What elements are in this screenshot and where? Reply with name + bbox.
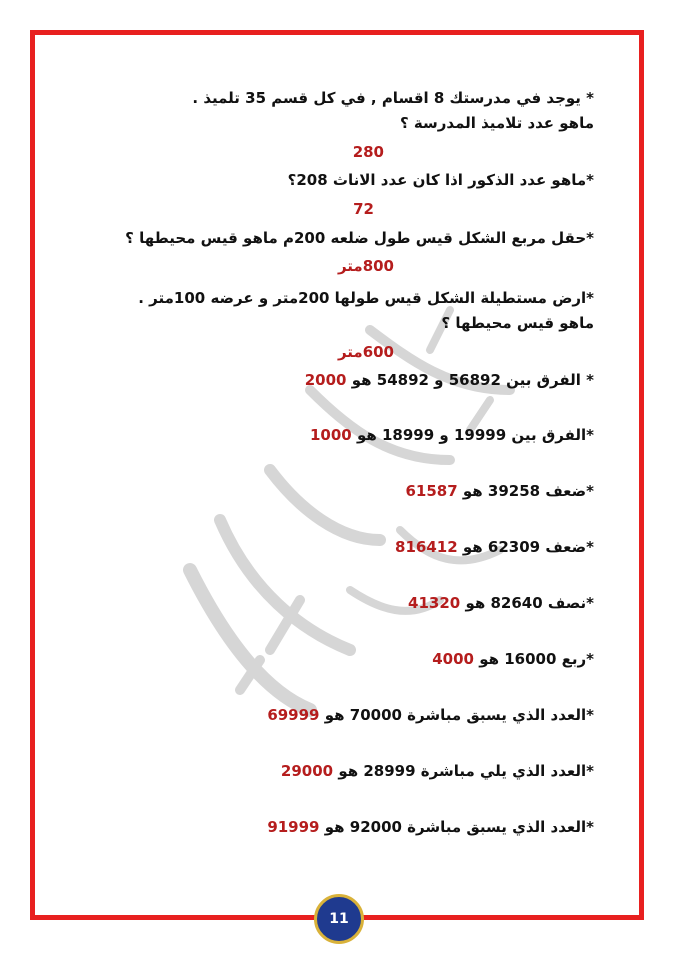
fact-line — [405, 481, 594, 501]
page-number-badge — [314, 894, 364, 944]
fact-text: *ضعف 39258 هو — [462, 482, 594, 500]
fact-line — [267, 817, 594, 837]
page-number: 11 — [329, 911, 349, 927]
question-1-line-2: ماهو عدد تلاميذ المدرسة ؟ — [400, 114, 594, 132]
fact-answer: 4000 — [432, 650, 474, 668]
fact-text: *العدد الذي يسبق مباشرة 70000 هو — [324, 706, 594, 724]
fact-answer: 61587 — [405, 482, 458, 500]
fact-text: *ربع 16000 هو — [479, 650, 594, 668]
fact-line — [281, 761, 594, 781]
fact-line — [310, 425, 594, 445]
question-3-line-1: *حقل مربع الشكل قيس طول ضلعه 200م ماهو قيس محيطها ؟ — [125, 229, 594, 247]
fact-text: * الفرق بين 56892 و 54892 هو — [351, 371, 594, 389]
fact-line — [408, 593, 594, 613]
fact-text: *نصف 82640 هو — [465, 594, 594, 612]
question-4-line-2: ماهو قيس محيطها ؟ — [441, 314, 594, 332]
fact-line — [267, 705, 594, 725]
page-border-frame — [30, 30, 644, 920]
fact-text: *ضعف 62309 هو — [462, 538, 594, 556]
fact-answer: 1000 — [309, 426, 352, 444]
question-1-answer: 280 — [352, 143, 384, 161]
fact-text: *الفرق بين 19999 و 18999 هو — [356, 426, 594, 444]
question-4-answer: 600متر — [337, 343, 394, 361]
fact-answer: 41320 — [408, 594, 461, 612]
fact-answer: 29000 — [280, 762, 334, 780]
fact-answer: 816412 — [395, 538, 458, 556]
fact-answer: 91999 — [267, 818, 320, 836]
question-4-line-1: *ارض مستطيلة الشكل قيس طولها 200متر و عرضه 100متر . — [138, 289, 594, 307]
question-2-answer: 72 — [353, 200, 374, 218]
fact-text: *العدد الذي يلي مباشرة 28999 هو — [338, 762, 594, 780]
fact-line — [305, 370, 594, 390]
fact-answer: 69999 — [267, 706, 320, 724]
fact-text: *العدد الذي يسبق مباشرة 92000 هو — [324, 818, 594, 836]
fact-line — [432, 649, 594, 669]
fact-answer: 2000 — [304, 371, 347, 389]
question-1-line-1: * يوجد في مدرستك 8 اقسام , في كل قسم 35 تلميذ . — [192, 89, 594, 107]
fact-line — [395, 537, 594, 557]
question-2-line-1: *ماهو عدد الذكور اذا كان عدد الاناث 208؟ — [287, 171, 594, 189]
question-3-answer: 800متر — [337, 257, 394, 275]
